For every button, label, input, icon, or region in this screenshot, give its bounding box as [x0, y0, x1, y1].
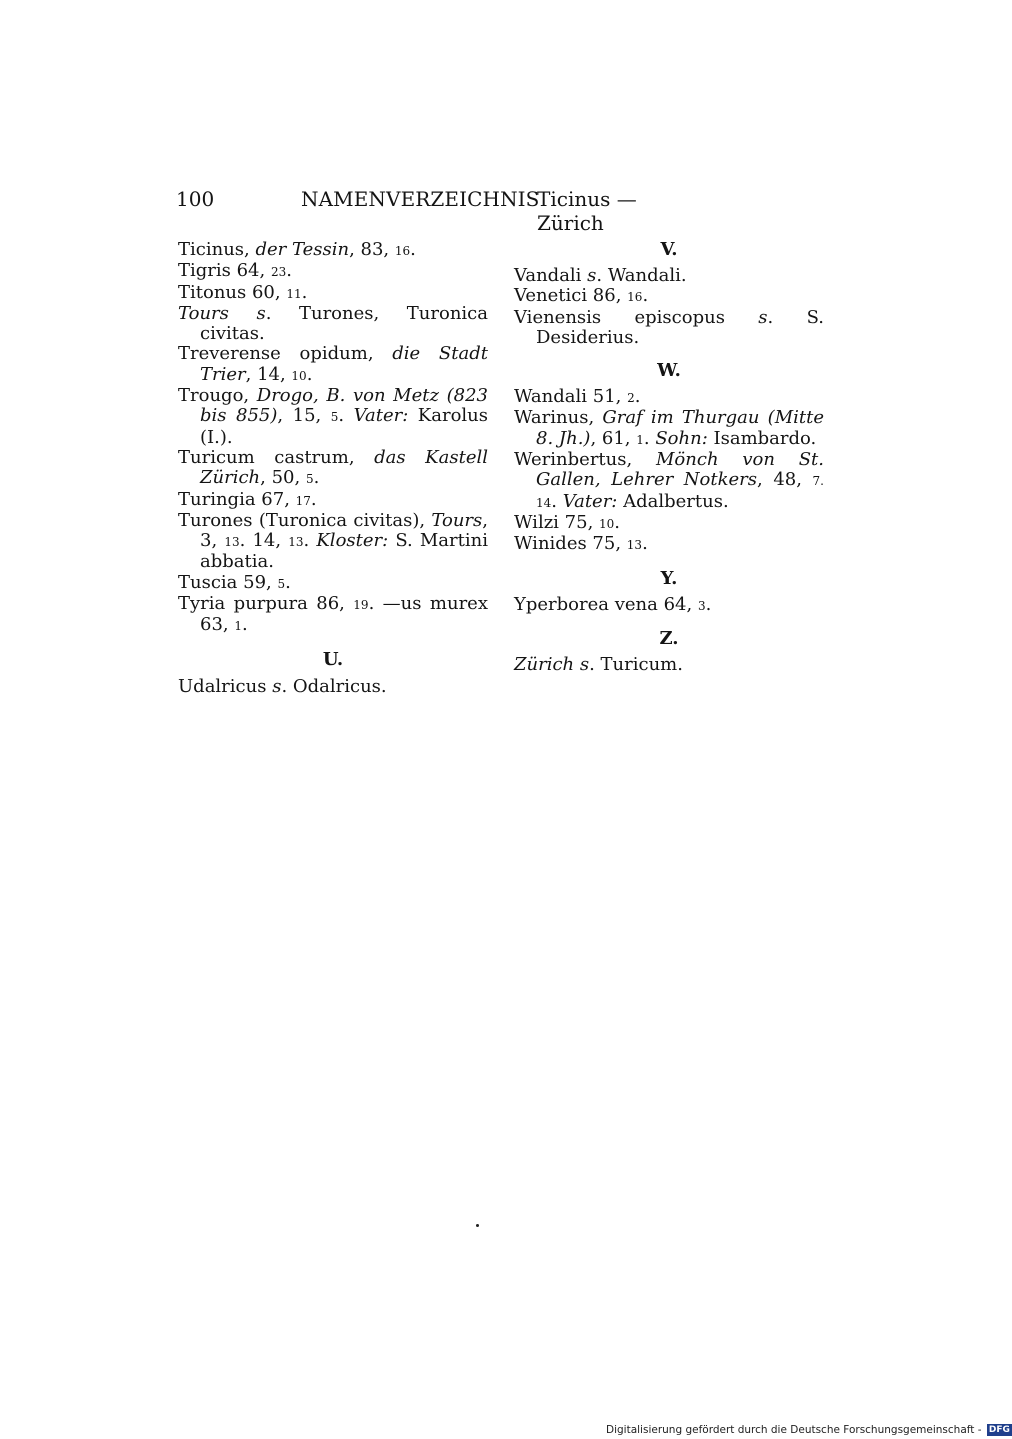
- entry-text: Winides 75,: [514, 533, 627, 555]
- entry-line-number: 13: [626, 538, 643, 553]
- entry-text: .: [338, 405, 354, 427]
- entry-text: , 15,: [277, 405, 331, 427]
- entry-italic-text: Zürich s: [514, 653, 590, 675]
- entry-italic-text: s: [587, 265, 597, 286]
- entry-text: Tyria purpura 86,: [178, 593, 354, 615]
- index-entry: [178, 573, 488, 594]
- entry-text: .: [285, 571, 291, 593]
- entry-text: . S. Desiderius.: [536, 306, 825, 348]
- index-entry: [178, 304, 488, 345]
- entry-text: Vienensis episcopus: [514, 306, 759, 328]
- entry-text: Tuscia 59,: [178, 571, 278, 593]
- entry-text: Udalricus: [178, 675, 273, 697]
- section-heading-w: W.: [657, 360, 681, 382]
- entry-line-number: 13: [288, 535, 304, 550]
- entry-text: , 3,: [200, 509, 488, 552]
- entry-text: Werinbertus,: [514, 449, 656, 471]
- entry-line-number: 3: [697, 598, 706, 613]
- entry-line-number: 16: [627, 290, 643, 305]
- entry-text: .: [634, 386, 641, 408]
- entry-text: Ticinus,: [178, 239, 256, 260]
- entry-line-number: 16: [394, 244, 411, 258]
- entry-text: Treverense opidum,: [178, 343, 393, 365]
- entry-text: , 61,: [590, 427, 637, 449]
- entry-italic-text: Drogo, B. von Metz (823 bis 855): [200, 385, 488, 427]
- entry-italic-text: Kloster:: [316, 530, 389, 552]
- index-entry: [514, 308, 824, 349]
- entry-text: . Odalricus.: [281, 675, 387, 697]
- entry-text: . 14,: [239, 530, 289, 552]
- page-range: Ticinus — Zürich: [537, 187, 637, 235]
- entry-text: .: [286, 260, 292, 282]
- entry-text: Tigris 64,: [178, 260, 271, 282]
- entry-italic-text: s: [758, 306, 768, 328]
- entry-text: . Turones, Turonica civitas.: [200, 302, 488, 345]
- entry-italic-text: Sohn:: [655, 427, 708, 449]
- index-entry: [514, 534, 824, 555]
- entry-text: .: [642, 533, 648, 555]
- entry-text: Venetici 86,: [514, 285, 628, 307]
- entry-text: Titonus 60,: [178, 281, 287, 303]
- entry-text: Wandali 51,: [514, 386, 628, 408]
- entry-text: , 83,: [349, 239, 395, 260]
- entry-line-number: 1: [234, 619, 242, 634]
- index-entry: [514, 408, 824, 450]
- entry-text: .: [310, 488, 317, 510]
- entry-text: Turicum castrum,: [178, 446, 375, 468]
- entry-italic-text: Graf im Thurgau (Mitte 8. Jh.): [536, 407, 824, 449]
- entry-italic-text: Vater:: [562, 490, 618, 512]
- index-entry: [178, 511, 488, 573]
- entry-text: .: [410, 239, 416, 260]
- index-entry: [514, 286, 824, 307]
- entry-text: S. Martini abbatia.: [200, 530, 488, 573]
- entry-line-number: 17: [295, 493, 311, 508]
- entry-line-number: 2: [627, 391, 635, 406]
- entry-text: .: [614, 511, 621, 533]
- entry-line-number: 1: [636, 432, 644, 447]
- entry-italic-text: Vater:: [353, 405, 409, 427]
- entry-list-u: [178, 677, 488, 697]
- index-entry: [178, 448, 488, 490]
- right-column: [514, 240, 824, 675]
- entry-text: Vandali: [514, 265, 588, 286]
- index-entry: [178, 240, 488, 261]
- entry-italic-text: s: [272, 675, 282, 697]
- entry-text: .: [705, 593, 712, 615]
- index-entry: [514, 595, 824, 616]
- entry-italic-text: Tours s: [178, 302, 266, 324]
- index-entry: [178, 261, 488, 282]
- index-entry: [514, 450, 824, 513]
- page-number: 100: [176, 187, 215, 211]
- entry-text: Yperborea vena 64,: [514, 593, 698, 615]
- left-column: [178, 240, 488, 697]
- entry-italic-text: Tours: [431, 509, 483, 531]
- entry-text: .: [301, 281, 308, 303]
- index-entry: [514, 387, 824, 408]
- entry-text: Turingia 67,: [178, 488, 296, 510]
- index-entry: [178, 386, 488, 448]
- entry-list-t: [178, 240, 488, 637]
- entry-line-number: 5: [330, 410, 339, 425]
- entry-text: Karolus (I.).: [200, 405, 488, 448]
- entry-text: Adalbertus.: [617, 490, 729, 512]
- entry-italic-text: die Stadt Trier: [200, 343, 488, 385]
- entry-text: .: [313, 467, 320, 489]
- entry-text: Warinus,: [514, 407, 603, 429]
- entry-line-number: 10: [599, 516, 615, 531]
- index-entry: [178, 677, 488, 697]
- entry-text: .: [551, 490, 563, 512]
- index-entry: [514, 266, 824, 286]
- index-entry: [514, 655, 824, 675]
- entry-text: Isambardo.: [707, 427, 817, 449]
- footer-text: Digitalisierung gefördert durch die Deutsche Forschungsgemeinschaft -: [606, 1424, 982, 1436]
- entry-line-number: 11: [286, 286, 302, 301]
- index-entry: [514, 513, 824, 534]
- section-heading-v: V.: [660, 239, 678, 260]
- entry-text: . Turicum.: [589, 653, 683, 675]
- entry-text: , 14,: [245, 363, 292, 385]
- entry-list-v: [514, 266, 824, 348]
- entry-italic-text: der Tessin: [255, 239, 350, 260]
- entry-text: .: [303, 530, 317, 552]
- entry-list-w: [514, 387, 824, 555]
- entry-text: .: [242, 614, 248, 636]
- entry-list-z: [514, 655, 824, 675]
- index-entry: [178, 490, 488, 511]
- page-header: [176, 187, 696, 235]
- scan-speck: [476, 1224, 479, 1227]
- entry-line-number: 5: [277, 576, 286, 591]
- page-title: NAMENVERZEICHNIS: [301, 187, 540, 211]
- entry-list-y: [514, 595, 824, 616]
- entry-text: Turones (Turonica civitas),: [178, 509, 432, 531]
- entry-line-number: 23: [270, 265, 287, 280]
- index-entry: [178, 344, 488, 386]
- index-entry: [178, 594, 488, 637]
- entry-text: .: [306, 363, 313, 385]
- section-heading-u: U.: [322, 648, 344, 670]
- entry-line-number: 19: [353, 598, 369, 613]
- entry-text: . Wandali.: [596, 265, 687, 286]
- entry-line-number: 13: [224, 535, 240, 550]
- entry-italic-text: Mönch von St. Gallen, Lehrer Notkers: [536, 449, 824, 491]
- entry-text: Trougo,: [178, 385, 257, 407]
- entry-italic-text: das Kastell Zürich: [200, 446, 489, 489]
- dfg-logo: DFG: [988, 1425, 1010, 1435]
- entry-line-number: 5: [305, 472, 314, 487]
- entry-text: , 50,: [260, 467, 306, 489]
- section-heading-y: Y.: [660, 567, 678, 589]
- entry-text: , 48,: [757, 469, 813, 491]
- entry-line-number: 7. 14: [536, 474, 824, 510]
- entry-line-number: 10: [291, 368, 307, 383]
- entry-text: .: [643, 427, 656, 449]
- entry-text: Wilzi 75,: [514, 511, 600, 533]
- section-heading-z: Z.: [659, 627, 679, 649]
- entry-text: .: [642, 285, 649, 307]
- entry-text: . —us murex 63,: [200, 593, 488, 636]
- digitization-footer: [606, 1424, 1012, 1438]
- index-entry: [178, 283, 488, 304]
